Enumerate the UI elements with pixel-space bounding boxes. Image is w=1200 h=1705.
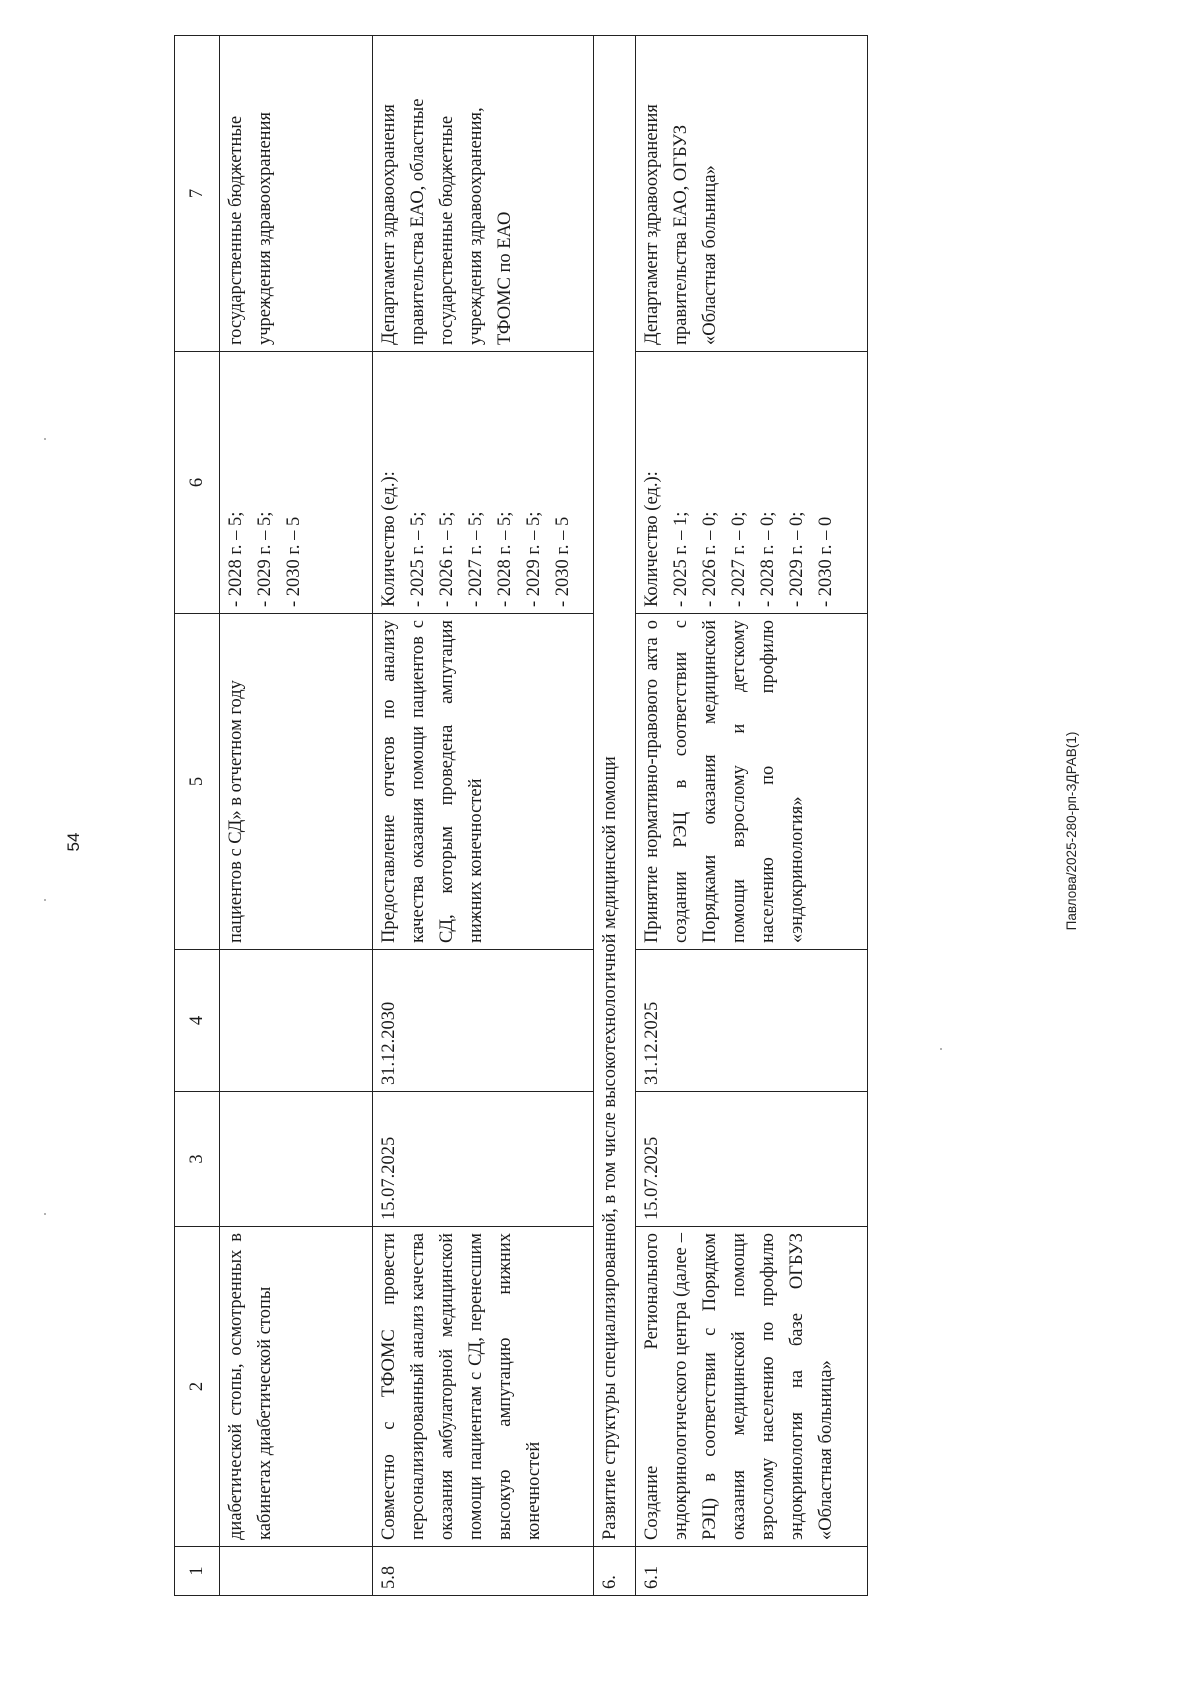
event-description: диабетической стопы, осмотренных в кабинетах диабетической стопы <box>220 1227 373 1547</box>
indicator-line: - 2026 г. – 5; <box>437 511 457 607</box>
indicator-values <box>220 352 373 614</box>
indicator-line: - 2028 г. – 5; <box>226 511 246 607</box>
indicator-line: - 2030 г. – 5 <box>553 516 573 607</box>
indicator-line: - 2026 г. – 0; <box>700 511 720 607</box>
scan-speck <box>940 1048 942 1050</box>
column-number: 1 <box>175 1547 220 1596</box>
start-date <box>220 1092 373 1227</box>
column-number: 5 <box>175 614 220 950</box>
scan-speck <box>44 899 46 901</box>
expected-result: Предоставление отчетов по анализу качества оказания помощи пациентов с СД, которым проведена ампутация нижних конечностей <box>373 614 594 950</box>
start-date: 15.07.2025 <box>373 1092 594 1227</box>
row-number <box>220 1547 373 1596</box>
start-date: 15.07.2025 <box>636 1092 868 1227</box>
column-number: 7 <box>175 36 220 352</box>
indicator-line: - 2025 г. – 5; <box>408 511 428 607</box>
column-number: 6 <box>175 352 220 614</box>
section-row-6 <box>594 36 636 1596</box>
indicator-line: Количество (ед.): <box>379 471 399 607</box>
indicator-line: - 2025 г. – 1; <box>671 511 691 607</box>
responsible-party: Департамент здравоохранения правительства ЕАО, ОГБУЗ «Областная больница» <box>636 36 868 352</box>
page-number: 54 <box>64 832 83 852</box>
indicator-values <box>373 352 594 614</box>
section-title: Развитие структуры специализированной, в том числе высокотехнологичной медицинской помощи <box>594 36 636 1547</box>
event-description: Совместно с ТФОМС провести персонализированный анализ качества оказания амбулаторной медицинской помощи пациентам с СД, перенесшим высокую ампутацию нижних конечностей <box>373 1227 594 1547</box>
column-number-row <box>175 36 220 1596</box>
row-number: 6.1 <box>636 1547 868 1596</box>
indicator-line: - 2028 г. – 5; <box>495 511 515 607</box>
indicator-line: - 2030 г. – 5 <box>284 516 304 607</box>
row-number: 5.8 <box>373 1547 594 1596</box>
rotated-table-frame <box>174 36 836 1596</box>
responsible-party: Департамент здравоохранения правительства ЕАО, областные государственные бюджетные учреждения здравоохранения, ТФОМС по ЕАО <box>373 36 594 352</box>
scan-speck <box>44 438 46 440</box>
column-number: 4 <box>175 950 220 1092</box>
document-reference: Павлова/2025-280-рп-ЗДРАВ(1) <box>1064 731 1079 931</box>
indicator-values <box>636 352 868 614</box>
column-number: 2 <box>175 1227 220 1547</box>
indicator-line: - 2029 г. – 5; <box>524 511 544 607</box>
section-number: 6. <box>594 1547 636 1596</box>
indicator-line: - 2027 г. – 5; <box>466 511 486 607</box>
responsible-party: государственные бюджетные учреждения здравоохранения <box>220 36 373 352</box>
indicator-line: Количество (ед.): <box>642 471 662 607</box>
indicator-line: - 2029 г. – 5; <box>255 511 275 607</box>
end-date: 31.12.2030 <box>373 950 594 1092</box>
column-number: 3 <box>175 1092 220 1227</box>
indicator-line: - 2029 г. – 0; <box>787 511 807 607</box>
indicator-line: - 2027 г. – 0; <box>729 511 749 607</box>
indicator-line: - 2028 г. – 0; <box>758 511 778 607</box>
end-date: 31.12.2025 <box>636 950 868 1092</box>
table-row-6-1 <box>636 36 868 1596</box>
event-description: Создание Регионального эндокринологического центра (далее – РЭЦ) в соответствии с Порядком оказания медицинской помощи взрослому населению по профилю эндокринология на базе ОГБУЗ «Областная больница» <box>636 1227 868 1547</box>
end-date <box>220 950 373 1092</box>
table-row-continuation <box>220 36 373 1596</box>
indicator-line: - 2030 г. – 0 <box>816 516 836 607</box>
expected-result: Принятие нормативно-правового акта о создании РЭЦ в соответствии с Порядками оказания медицинской помощи взрослому и детскому населению по профилю «эндокринология» <box>636 614 868 950</box>
scan-speck <box>44 1213 46 1215</box>
action-plan-table <box>174 35 868 1596</box>
table-row-5-8 <box>373 36 594 1596</box>
expected-result: пациентов с СД» в отчетном году <box>220 614 373 950</box>
